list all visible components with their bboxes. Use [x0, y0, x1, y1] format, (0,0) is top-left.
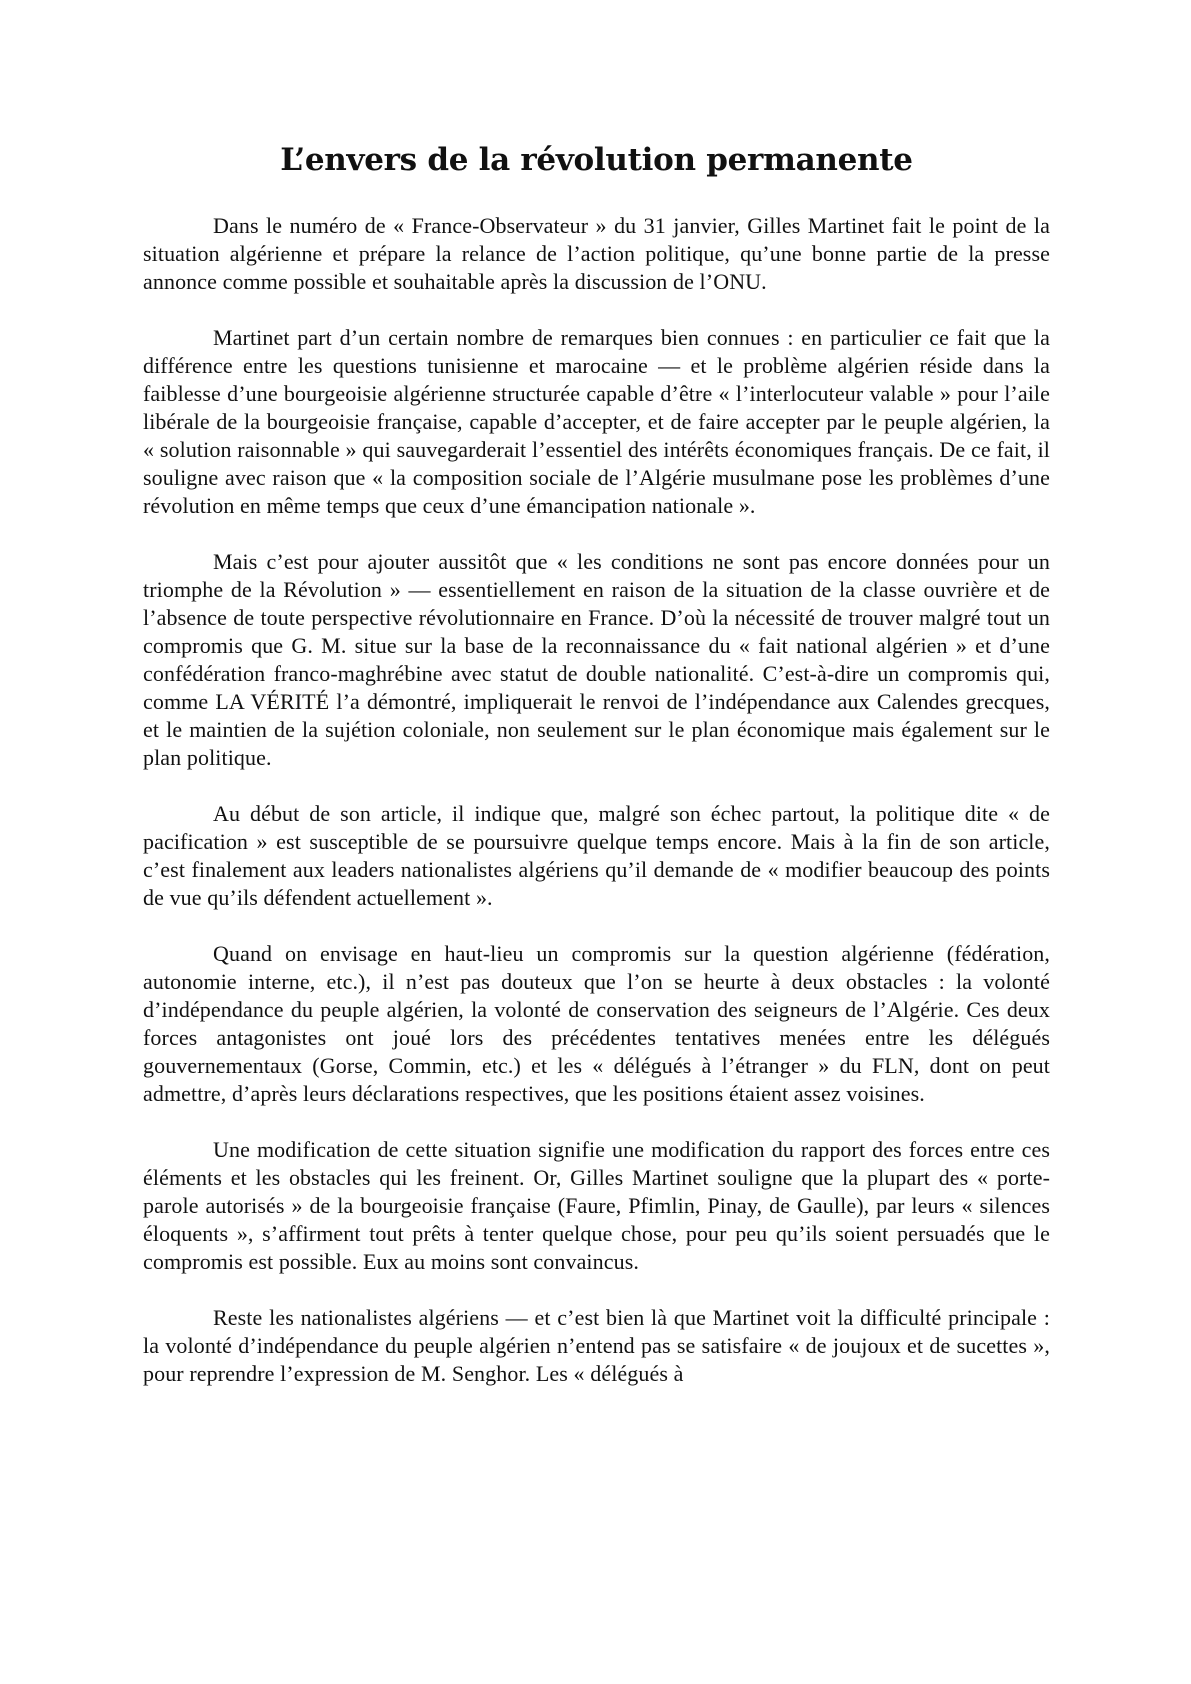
- document-title: L’envers de la révolution permanente: [280, 142, 913, 178]
- document-page: [143, 0, 1050, 1416]
- paragraph-6: Une modification de cette situation signifie une modification du rapport des forces entre ces éléments et les obstacles qui les freinent. Or, Gilles Martinet souligne que la plupart des « porte-parole autorisés » de la bourgeoisie française (Faure, Pfimlin, Pinay, de Gaulle), par leurs « silences éloquents », s’affirment tout prêts à tenter quelque chose, pour peu qu’ils soient persuadés que le compromis est possible. Eux au moins sont convaincus.: [143, 1137, 1050, 1274]
- document-body: [143, 212, 1050, 1388]
- paragraph-3: Mais c’est pour ajouter aussitôt que « les conditions ne sont pas encore données pour un triomphe de la Révolution » — essentiellement en raison de la situation de la classe ouvrière et de l’absence de toute perspective révolutionnaire en France. D’où la nécessité de trouver malgré tout un compromis que G. M. situe sur la base de la reconnaissance du « fait national algérien » et d’une confédération franco-maghrébine avec statut de double nationalité. C’est-à-dire un compromis qui, comme LA VÉRITÉ l’a démontré, impliquerait le renvoi de l’indépendance aux Calendes grecques, et le maintien de la sujétion coloniale, non seulement sur le plan économique mais également sur le plan politique.: [143, 549, 1050, 770]
- paragraph-5: Quand on envisage en haut-lieu un compromis sur la question algérienne (fédération, autonomie interne, etc.), il n’est pas douteux que l’on se heurte à deux obstacles : la volonté d’indépendance du peuple algérien, la volonté de conservation des seigneurs de l’Algérie. Ces deux forces antagonistes ont joué lors des précédentes tentatives menées entre les délégués gouvernementaux (Gorse, Commin, etc.) et les « délégués à l’étranger » du FLN, dont on peut admettre, d’après leurs déclarations respectives, que les positions étaient assez voisines.: [143, 941, 1050, 1106]
- paragraph-2: Martinet part d’un certain nombre de remarques bien connues : en particulier ce fait que la différence entre les questions tunisienne et marocaine — et le problème algérien réside dans la faiblesse d’une bourgeoisie algérienne structurée capable d’être « l’interlocuteur valable » pour l’aile libérale de la bourgeoisie française, capable d’accepter, et de faire accepter par le peuple algérien, la « solution raisonnable » qui sauvegarderait l’essentiel des intérêts économiques français. De ce fait, il souligne avec raison que « la composition sociale de l’Algérie musulmane pose les problèmes d’une révolution en même temps que ceux d’une émancipation nationale ».: [143, 325, 1050, 518]
- paragraph-1: Dans le numéro de « France-Observateur » du 31 janvier, Gilles Martinet fait le point de la situation algérienne et prépare la relance de l’action politique, qu’une bonne partie de la presse annonce comme possible et souhaitable après la discussion de l’ONU.: [143, 213, 1050, 294]
- paragraph-7: Reste les nationalistes algériens — et c’est bien là que Martinet voit la difficulté principale : la volonté d’indépendance du peuple algérien n’entend pas se satisfaire « de joujoux et de sucettes », pour reprendre l’expression de M. Senghor. Les « délégués à: [143, 1305, 1050, 1386]
- paragraph-4: Au début de son article, il indique que, malgré son échec partout, la politique dite « de pacification » est susceptible de se poursuivre quelque temps encore. Mais à la fin de son article, c’est finalement aux leaders nationalistes algériens qu’il demande de « modifier beaucoup des points de vue qu’ils défendent actuellement ».: [143, 801, 1050, 910]
